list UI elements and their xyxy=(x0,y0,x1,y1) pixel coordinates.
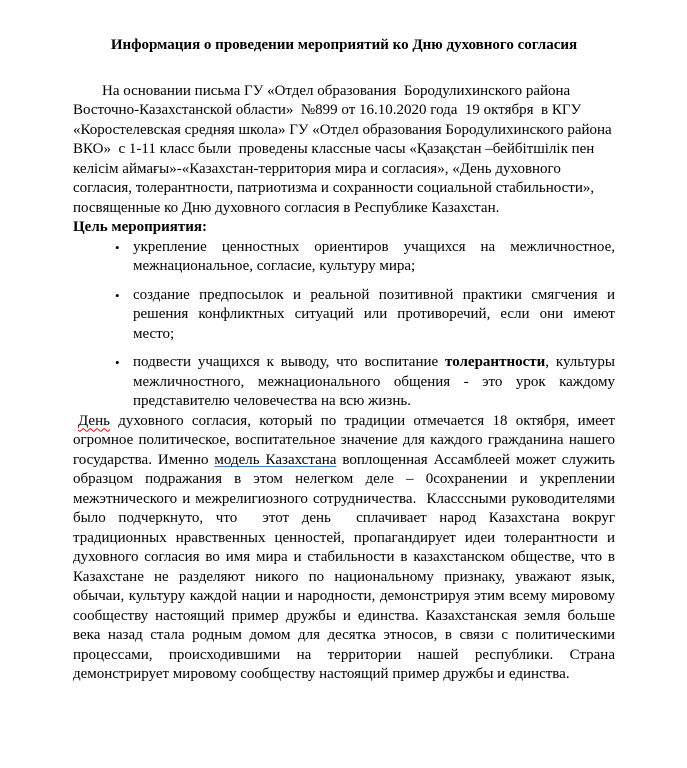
goal-heading: Цель мероприятия: xyxy=(73,219,208,235)
bullet-icon: • xyxy=(115,239,120,255)
document-title: Информация о проведении мероприятий ко Дню духовного согласия xyxy=(110,37,578,53)
underlined-phrase-link[interactable]: модель Казахстана xyxy=(214,451,337,468)
closing-paragraph xyxy=(73,412,619,685)
list-item xyxy=(73,238,619,277)
goals-list xyxy=(73,238,619,412)
list-item xyxy=(73,353,619,412)
bold-word: толерантности xyxy=(445,354,546,370)
bullet-text: создание предпосылок и реальной позитивной практики смягчения и решения конфликтных ситуаций или противоречий, если они имеют место; xyxy=(133,286,619,342)
spellcheck-underlined-word: День xyxy=(78,412,110,429)
bullet-icon: • xyxy=(115,287,120,303)
intro-paragraph: На основании письма ГУ «Отдел образования Бородулихинского района Восточно-Казахстанской области» №899 от 16.10.2020 года 19 октября в КГУ «Коростелевская средняя школа» ГУ «Отдел образования Бородулихинского района ВКО» с 1-11 класс были проведены классные часы «Қазақстан –бейбітшілік пен келісім аймағы»-«Казахстан-территория мира и согласия», «День духовного согласия, толерантности, патриотизма и сохранности социальной стабильности», посвященные ко Дню духовного согласия в Республике Казахстан. xyxy=(73,82,616,216)
bullet-text: подвести учащихся к выводу, что воспитание xyxy=(133,354,446,370)
list-item xyxy=(73,286,619,345)
bullet-icon: • xyxy=(115,355,120,370)
paragraph-text: духовного согласия, который по традиции отмечается 18 октября, имеет огромное политическое, воспитательное значение для каждого гражданина нашего государства. Именно xyxy=(73,412,619,468)
paragraph-text: воплощенная Ассамблеей может служить образцом подражания в этом нелегком деле – 0сохранении и укреплении межэтнического и межрелигиозного сотрудничества. Класссными руководителями было подчеркнуто, что этот день сплачивает народ Казахстана вокруг традиционных нравственных ценностей, пропагандирует идеи толерантности и духовного согласия во имя мира и стабильности в казахстанском обществе, что в Казахстане не разделяют никого по национальному признаку, уважают язык, обычаи, культуру каждой нации и народности, демонстрируя этим всему мировому сообществу настоящий пример дружбы и единства. Казахстанская земля больше века назад стала родным домом для десятка этносов, в связи с политическими процессами, происходившими на территории нашей республики. Страна демонстрирует мировому сообществу настоящий пример дружбы и единства. xyxy=(73,451,619,682)
bullet-text: укрепление ценностных ориентиров учащихся на межличностное, межнациональное, согласие, культуру мира; xyxy=(133,238,619,274)
bullet-text: , культуры межличностного, межнационального общения - это урок каждому представителю человечества на всю жизнь. xyxy=(133,354,619,409)
